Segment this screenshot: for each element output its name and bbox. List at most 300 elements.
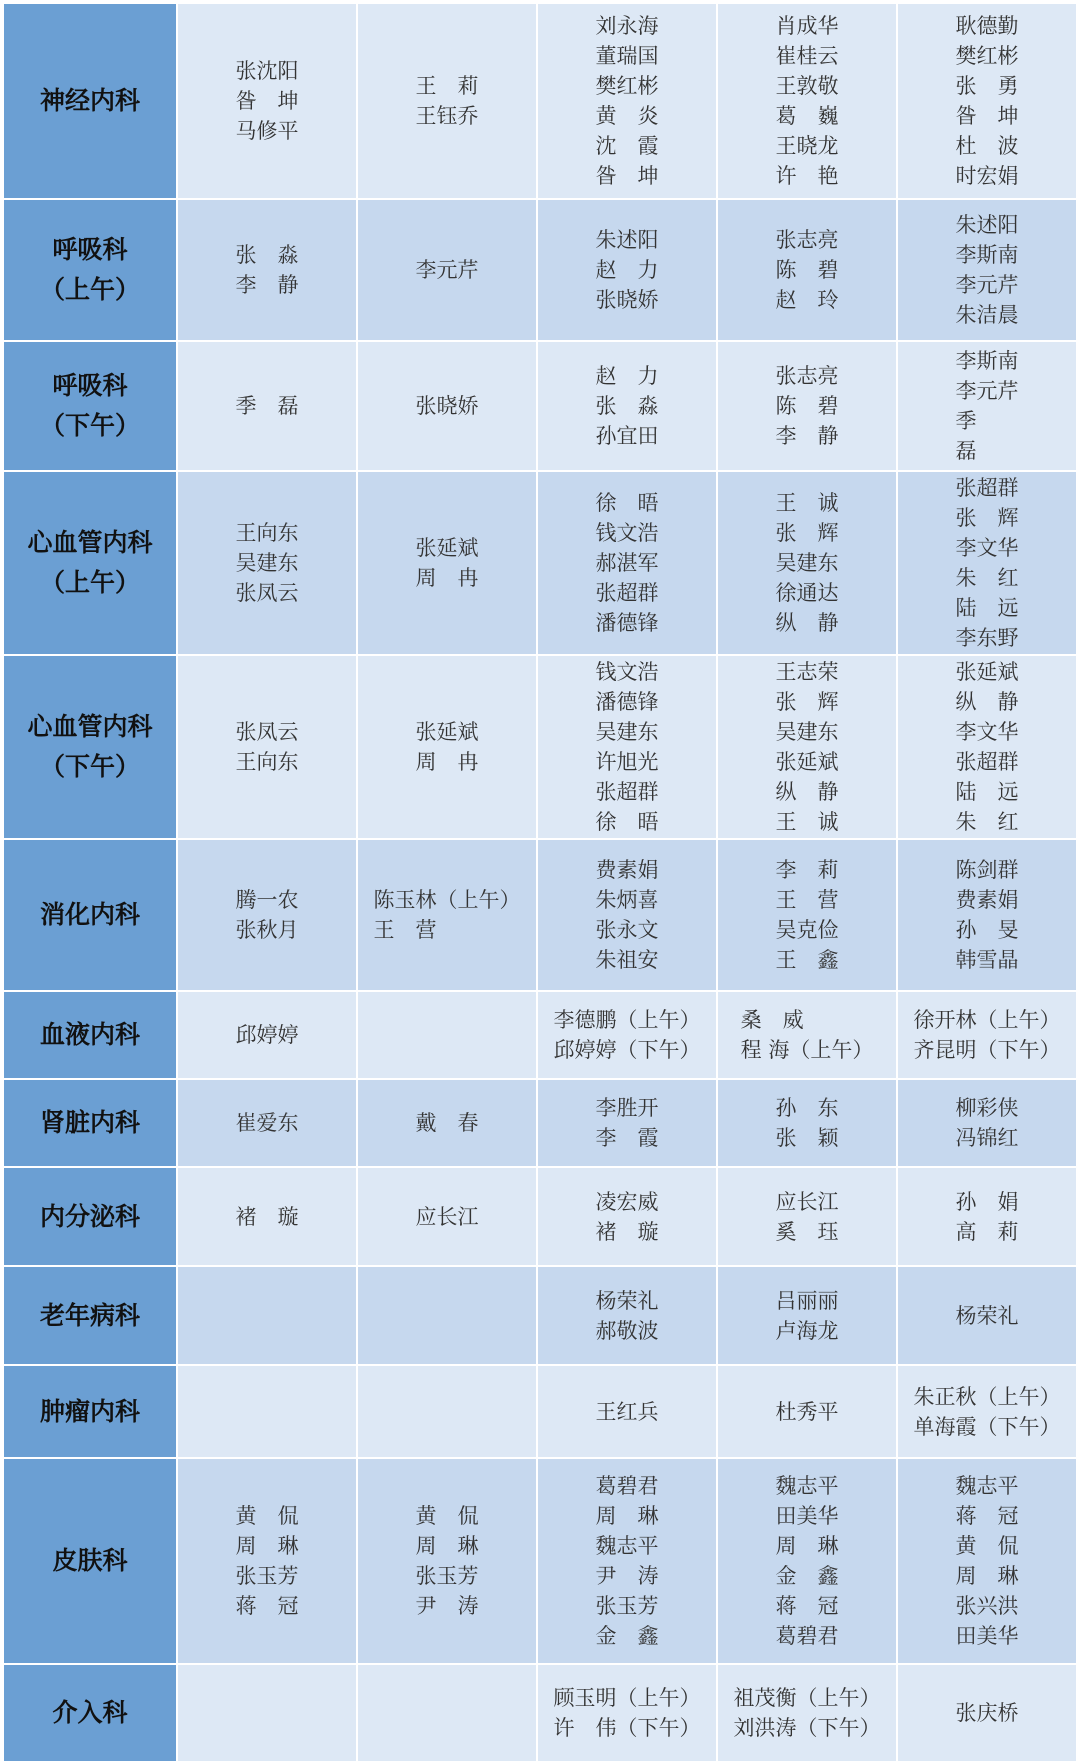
doctor-list xyxy=(734,1683,881,1743)
doctor-name: 昝 坤 xyxy=(955,104,1019,128)
doctor-name: 奚 珏 xyxy=(775,1219,839,1244)
schedule-cell xyxy=(538,1665,716,1761)
doctor-name: 冯锦红 xyxy=(955,1126,1019,1150)
doctor-name: 张超群 xyxy=(595,780,659,804)
doctor-name: 王志荣 xyxy=(775,660,839,684)
doctor-list xyxy=(416,1202,479,1232)
doctor-name: 孙 旻 xyxy=(955,918,1019,942)
department-label: 肾脏内科 xyxy=(39,1108,140,1137)
department-label: 呼吸科 xyxy=(52,235,128,264)
schedule-cell xyxy=(538,472,716,654)
schedule-cell xyxy=(898,1168,1076,1265)
doctor-name: 田美华 xyxy=(775,1504,839,1528)
schedule-cell xyxy=(898,1459,1076,1663)
doctor-name: 张 勇 xyxy=(955,74,1019,98)
schedule-cell xyxy=(718,4,896,198)
doctor-name: 朱洁晨 xyxy=(955,303,1019,327)
doctor-name: 陈 碧 xyxy=(775,394,839,418)
doctor-name: 潘德锋 xyxy=(595,690,659,714)
schedule-cell xyxy=(718,1267,896,1364)
doctor-list xyxy=(236,717,299,777)
doctor-name: 王 营 xyxy=(373,918,437,942)
schedule-cell xyxy=(358,472,536,654)
doctor-name: 田美华 xyxy=(955,1624,1019,1648)
doctor-name: 李 静 xyxy=(235,273,299,297)
department-header xyxy=(4,1267,176,1364)
doctor-list xyxy=(776,1093,839,1153)
doctor-list xyxy=(776,1187,839,1247)
schedule-cell xyxy=(718,840,896,990)
doctor-list xyxy=(416,71,479,131)
doctor-name: 徐开林（上午） xyxy=(913,1008,1061,1032)
doctor-name: 孙 娟 xyxy=(955,1189,1019,1214)
doctor-name: 卢海龙 xyxy=(775,1318,839,1343)
doctor-name: 费素娟 xyxy=(595,858,659,882)
doctor-name: 周 冉 xyxy=(415,566,479,590)
department-label: 介入科 xyxy=(52,1698,128,1727)
schedule-cell xyxy=(898,472,1076,654)
doctor-list xyxy=(776,488,839,638)
schedule-cell xyxy=(178,1366,356,1457)
schedule-cell xyxy=(898,1267,1076,1364)
doctor-list xyxy=(416,255,479,285)
doctor-name: 董瑞国 xyxy=(595,44,659,68)
department-header xyxy=(4,656,176,838)
doctor-name: 张玉芳 xyxy=(235,1564,299,1588)
doctor-name: 张永文 xyxy=(595,918,659,942)
doctor-name: 戴 春 xyxy=(415,1111,479,1135)
doctor-name: 马修平 xyxy=(235,119,299,143)
schedule-cell xyxy=(538,992,716,1078)
doctor-name: 杨荣礼 xyxy=(955,1303,1019,1328)
doctor-list xyxy=(956,1698,1019,1728)
doctor-name: 王 莉 xyxy=(415,74,479,98)
doctor-name: 魏志平 xyxy=(955,1474,1019,1498)
doctor-name: 张 辉 xyxy=(775,690,839,714)
schedule-cell xyxy=(898,1080,1076,1166)
schedule-cell xyxy=(358,1665,536,1761)
schedule-cell xyxy=(358,840,536,990)
schedule-cell xyxy=(718,1665,896,1761)
department-label: 血液内科 xyxy=(39,1020,140,1049)
doctor-name: 应长江 xyxy=(415,1204,479,1229)
schedule-cell xyxy=(178,4,356,198)
doctor-name: 赵 力 xyxy=(595,364,659,388)
doctor-name: 李胜开 xyxy=(595,1096,659,1120)
doctor-list xyxy=(236,1020,299,1050)
doctor-name: 孙 东 xyxy=(775,1096,839,1120)
doctor-name: 蒋 冠 xyxy=(775,1594,839,1618)
doctor-name: 周 琳 xyxy=(775,1534,839,1558)
doctor-name: 朱述阳 xyxy=(955,213,1019,237)
schedule-cell xyxy=(178,472,356,654)
doctor-list xyxy=(956,346,1019,466)
schedule-cell xyxy=(358,342,536,470)
doctor-name: 张延斌 xyxy=(775,750,839,774)
schedule-cell xyxy=(358,1459,536,1663)
doctor-list xyxy=(554,1683,701,1743)
department-header xyxy=(4,1459,176,1663)
doctor-list xyxy=(416,717,479,777)
doctor-list xyxy=(596,1286,659,1346)
doctor-name: 张沈阳 xyxy=(235,59,299,83)
department-label: 神经内科 xyxy=(39,86,140,115)
doctor-name: 柳彩侠 xyxy=(955,1096,1019,1120)
doctor-name: 赵 玲 xyxy=(775,288,839,312)
schedule-cell xyxy=(178,1080,356,1166)
department-label: 老年病科 xyxy=(39,1300,140,1330)
schedule-cell xyxy=(358,656,536,838)
doctor-list xyxy=(596,11,659,191)
schedule-cell xyxy=(358,1366,536,1457)
doctor-name: 吴建东 xyxy=(775,551,839,575)
doctor-name: 应长江 xyxy=(775,1189,839,1214)
doctor-name: 昝 坤 xyxy=(595,164,659,188)
doctor-list xyxy=(776,1471,839,1651)
doctor-name: 张志亮 xyxy=(775,364,839,388)
schedule-cell xyxy=(538,1080,716,1166)
schedule-cell xyxy=(898,992,1076,1078)
doctor-name: 吴建东 xyxy=(775,720,839,744)
doctor-name: 王 营 xyxy=(775,888,839,912)
doctor-name: 纵 静 xyxy=(955,690,1019,714)
doctor-name: 李文华 xyxy=(955,536,1019,560)
doctor-name: 陈 碧 xyxy=(775,258,839,282)
doctor-name: 吴克俭 xyxy=(775,918,839,942)
doctor-name: 费素娟 xyxy=(955,888,1019,912)
schedule-cell xyxy=(358,992,536,1078)
doctor-list xyxy=(776,361,839,451)
doctor-list xyxy=(416,391,479,421)
doctor-name: 李 莉 xyxy=(775,858,839,882)
schedule-cell xyxy=(898,4,1076,198)
doctor-list xyxy=(956,11,1019,191)
doctor-list xyxy=(776,11,839,191)
department-header xyxy=(4,342,176,470)
doctor-name: 张 辉 xyxy=(955,506,1019,530)
doctor-list xyxy=(596,1187,659,1247)
doctor-name: 李斯南 xyxy=(955,243,1019,267)
doctor-name: 李文华 xyxy=(955,720,1019,744)
doctor-name: 葛 巍 xyxy=(775,104,839,128)
doctor-name: 韩雪晶 xyxy=(955,948,1019,972)
doctor-list xyxy=(956,1301,1019,1331)
department-header xyxy=(4,4,176,198)
doctor-name: 张 淼 xyxy=(235,243,299,267)
doctor-name: 周 琳 xyxy=(235,1534,299,1558)
doctor-list xyxy=(956,855,1019,975)
department-label: （下午） xyxy=(39,411,140,440)
doctor-name: 魏志平 xyxy=(775,1474,839,1498)
doctor-list xyxy=(236,885,299,945)
doctor-list xyxy=(374,885,521,945)
doctor-list xyxy=(596,657,659,837)
doctor-list xyxy=(236,1202,299,1232)
doctor-name: 崔桂云 xyxy=(775,44,839,68)
schedule-cell xyxy=(898,342,1076,470)
schedule-cell xyxy=(358,1080,536,1166)
doctor-list xyxy=(956,210,1019,330)
doctor-name: 昝 坤 xyxy=(235,89,299,113)
schedule-table xyxy=(4,4,1076,1740)
department-header xyxy=(4,992,176,1078)
doctor-name: 张玉芳 xyxy=(415,1564,479,1588)
schedule-cell xyxy=(358,1267,536,1364)
schedule-cell xyxy=(538,200,716,340)
doctor-name: 钱文浩 xyxy=(595,521,659,545)
doctor-list xyxy=(776,1397,839,1427)
doctor-name: 朱炳喜 xyxy=(595,888,659,912)
doctor-name: 张延斌 xyxy=(415,536,479,560)
doctor-name: 高 莉 xyxy=(955,1219,1019,1244)
schedule-cell xyxy=(718,342,896,470)
department-header xyxy=(4,1080,176,1166)
schedule-cell xyxy=(178,656,356,838)
schedule-cell xyxy=(178,840,356,990)
schedule-cell xyxy=(178,342,356,470)
doctor-name: 王 诚 xyxy=(775,491,839,515)
doctor-list xyxy=(596,1471,659,1651)
doctor-list xyxy=(596,1093,659,1153)
doctor-list xyxy=(416,1501,479,1621)
schedule-cell xyxy=(538,1366,716,1457)
doctor-name: 李元芹 xyxy=(955,273,1019,297)
doctor-name: 刘洪涛（下午） xyxy=(733,1716,881,1740)
doctor-name: 郝湛军 xyxy=(595,551,659,575)
doctor-name: 李德鹏（上午） xyxy=(553,1008,701,1032)
doctor-list xyxy=(236,391,299,421)
schedule-cell xyxy=(898,200,1076,340)
schedule-cell xyxy=(718,1168,896,1265)
doctor-name: 周 琳 xyxy=(955,1564,1019,1588)
doctor-name: 张延斌 xyxy=(955,660,1019,684)
department-label: （上午） xyxy=(39,568,140,597)
schedule-cell xyxy=(178,1267,356,1364)
doctor-list xyxy=(236,240,299,300)
doctor-name: 刘永海 xyxy=(595,14,659,38)
doctor-name: 张超群 xyxy=(595,581,659,605)
doctor-list xyxy=(554,1005,701,1065)
doctor-name: 纵 静 xyxy=(775,611,839,635)
schedule-cell xyxy=(538,1168,716,1265)
doctor-name: 祖茂衡（上午） xyxy=(733,1686,881,1710)
doctor-name: 葛碧君 xyxy=(775,1624,839,1648)
doctor-list xyxy=(776,657,839,837)
schedule-cell xyxy=(538,4,716,198)
doctor-list xyxy=(956,1093,1019,1153)
doctor-name: 潘德锋 xyxy=(595,611,659,635)
doctor-name: 陆 远 xyxy=(955,596,1019,620)
doctor-name: 张兴洪 xyxy=(955,1594,1019,1618)
doctor-list xyxy=(914,1005,1061,1065)
doctor-list xyxy=(956,1187,1019,1247)
department-label: 内分泌科 xyxy=(39,1201,140,1231)
doctor-list xyxy=(596,1397,659,1427)
schedule-cell xyxy=(718,656,896,838)
department-label: （下午） xyxy=(39,752,140,781)
doctor-name: 杜秀平 xyxy=(775,1399,839,1424)
doctor-name: 齐昆明（下午） xyxy=(913,1038,1061,1062)
doctor-name: 张延斌 xyxy=(415,720,479,744)
schedule-cell xyxy=(538,342,716,470)
schedule-cell xyxy=(178,1665,356,1761)
doctor-name: 王向东 xyxy=(235,521,299,545)
schedule-cell xyxy=(718,1459,896,1663)
doctor-name: 张 淼 xyxy=(595,394,659,418)
doctor-name: 张 颖 xyxy=(775,1126,839,1150)
doctor-list xyxy=(596,855,659,975)
schedule-cell xyxy=(538,656,716,838)
doctor-name: 尹 涛 xyxy=(415,1594,479,1618)
doctor-name: 陆 远 xyxy=(955,780,1019,804)
doctor-name: 李元芹 xyxy=(955,379,1019,403)
doctor-list xyxy=(914,1382,1061,1442)
doctor-name: 凌宏威 xyxy=(595,1189,659,1214)
doctor-list xyxy=(596,225,659,315)
doctor-name: 周 琳 xyxy=(595,1504,659,1528)
doctor-name: 王 诚 xyxy=(775,810,839,834)
doctor-name: 黄 侃 xyxy=(415,1504,479,1528)
doctor-name: 孙宜田 xyxy=(595,424,659,448)
doctor-name: 肖成华 xyxy=(775,14,839,38)
doctor-name: 邱婷婷（下午） xyxy=(553,1038,701,1062)
schedule-cell xyxy=(538,840,716,990)
department-label: 心血管内科 xyxy=(27,712,153,741)
doctor-name: 桑 威 xyxy=(740,1008,804,1032)
doctor-name: 黄 侃 xyxy=(955,1534,1019,1558)
doctor-name: 徐 晤 xyxy=(595,810,659,834)
doctor-name: 周 冉 xyxy=(415,750,479,774)
doctor-list xyxy=(596,488,659,638)
doctor-name: 徐通达 xyxy=(775,581,839,605)
doctor-name: 王 鑫 xyxy=(775,948,839,972)
schedule-cell xyxy=(898,1665,1076,1761)
department-header xyxy=(4,472,176,654)
schedule-cell xyxy=(718,1366,896,1457)
doctor-name: 王钰乔 xyxy=(415,104,479,128)
schedule-cell xyxy=(358,1168,536,1265)
doctor-name: 金 鑫 xyxy=(595,1624,659,1648)
doctor-name: 张凤云 xyxy=(235,581,299,605)
doctor-name: 黄 侃 xyxy=(235,1504,299,1528)
doctor-name: 李 霞 xyxy=(595,1126,659,1150)
doctor-name: 崔爱东 xyxy=(235,1111,299,1135)
doctor-name: 魏志平 xyxy=(595,1534,659,1558)
doctor-list xyxy=(236,1501,299,1621)
doctor-name: 李东野 xyxy=(955,626,1019,650)
department-header xyxy=(4,200,176,340)
doctor-name: 沈 霞 xyxy=(595,134,659,158)
schedule-cell xyxy=(538,1267,716,1364)
doctor-name: 张志亮 xyxy=(775,228,839,252)
doctor-name: 吴建东 xyxy=(235,551,299,575)
doctor-name: 尹 涛 xyxy=(595,1564,659,1588)
doctor-name: 李斯南 xyxy=(955,349,1019,373)
doctor-name: 樊红彬 xyxy=(595,74,659,98)
doctor-name: 张庆桥 xyxy=(955,1701,1019,1725)
doctor-name: 邱婷婷 xyxy=(235,1023,299,1047)
doctor-list xyxy=(776,225,839,315)
doctor-list xyxy=(776,1286,839,1346)
doctor-name: 许 艳 xyxy=(775,164,839,188)
doctor-name: 杨荣礼 xyxy=(595,1288,659,1313)
doctor-name: 张 辉 xyxy=(775,521,839,545)
department-label: 心血管内科 xyxy=(27,528,153,557)
doctor-name: 樊红彬 xyxy=(955,44,1019,68)
doctor-name: 朱 红 xyxy=(955,810,1019,834)
doctor-list xyxy=(741,1005,874,1065)
doctor-name: 朱祖安 xyxy=(595,948,659,972)
doctor-name: 张晓娇 xyxy=(595,288,659,312)
doctor-name: 徐 晤 xyxy=(595,491,659,515)
doctor-name: 褚 璇 xyxy=(235,1204,299,1229)
doctor-name: 程 海（上午） xyxy=(740,1038,874,1062)
doctor-name: 褚 璇 xyxy=(595,1219,659,1244)
doctor-name: 吴建东 xyxy=(595,720,659,744)
doctor-list xyxy=(236,1108,299,1138)
doctor-name: 张超群 xyxy=(955,476,1019,500)
doctor-name: 季 磊 xyxy=(235,394,299,418)
department-header xyxy=(4,1665,176,1761)
doctor-list xyxy=(596,361,659,451)
schedule-cell xyxy=(898,1366,1076,1457)
schedule-cell xyxy=(178,992,356,1078)
schedule-cell xyxy=(718,992,896,1078)
doctor-name: 朱述阳 xyxy=(595,228,659,252)
department-header xyxy=(4,1168,176,1265)
doctor-name: 许旭光 xyxy=(595,750,659,774)
doctor-name: 蒋 冠 xyxy=(955,1504,1019,1528)
doctor-name: 陈玉林（上午） xyxy=(373,888,521,912)
department-label: 消化内科 xyxy=(39,900,140,929)
doctor-name: 朱正秋（上午） xyxy=(913,1384,1061,1409)
doctor-name: 金 鑫 xyxy=(775,1564,839,1588)
schedule-cell xyxy=(718,472,896,654)
doctor-name: 腾一农 xyxy=(235,888,299,912)
doctor-name: 陈剑群 xyxy=(955,858,1019,882)
doctor-list xyxy=(776,855,839,975)
department-label: 皮肤科 xyxy=(52,1546,128,1575)
doctor-name: 周 琳 xyxy=(415,1534,479,1558)
department-label: 肿瘤内科 xyxy=(39,1396,140,1426)
department-header xyxy=(4,840,176,990)
doctor-name: 许 伟（下午） xyxy=(553,1716,701,1740)
schedule-cell xyxy=(898,656,1076,838)
schedule-cell xyxy=(178,1459,356,1663)
doctor-name: 葛碧君 xyxy=(595,1474,659,1498)
doctor-name: 王向东 xyxy=(235,750,299,774)
doctor-name: 王敦敬 xyxy=(775,74,839,98)
doctor-name: 张凤云 xyxy=(235,720,299,744)
doctor-name: 朱 红 xyxy=(955,566,1019,590)
doctor-name: 耿德勤 xyxy=(955,14,1019,38)
schedule-cell xyxy=(178,200,356,340)
schedule-cell xyxy=(538,1459,716,1663)
doctor-name: 郝敬波 xyxy=(595,1318,659,1343)
doctor-list xyxy=(416,533,479,593)
department-label: 呼吸科 xyxy=(52,371,128,400)
doctor-name: 黄 炎 xyxy=(595,104,659,128)
doctor-list xyxy=(956,473,1019,653)
department-label: （上午） xyxy=(39,275,140,304)
doctor-name: 张玉芳 xyxy=(595,1594,659,1618)
department-header xyxy=(4,1366,176,1457)
doctor-name: 蒋 冠 xyxy=(235,1594,299,1618)
schedule-cell xyxy=(718,1080,896,1166)
doctor-name: 顾玉明（上午） xyxy=(553,1686,701,1710)
schedule-cell xyxy=(718,200,896,340)
doctor-name: 单海霞（下午） xyxy=(913,1414,1061,1439)
